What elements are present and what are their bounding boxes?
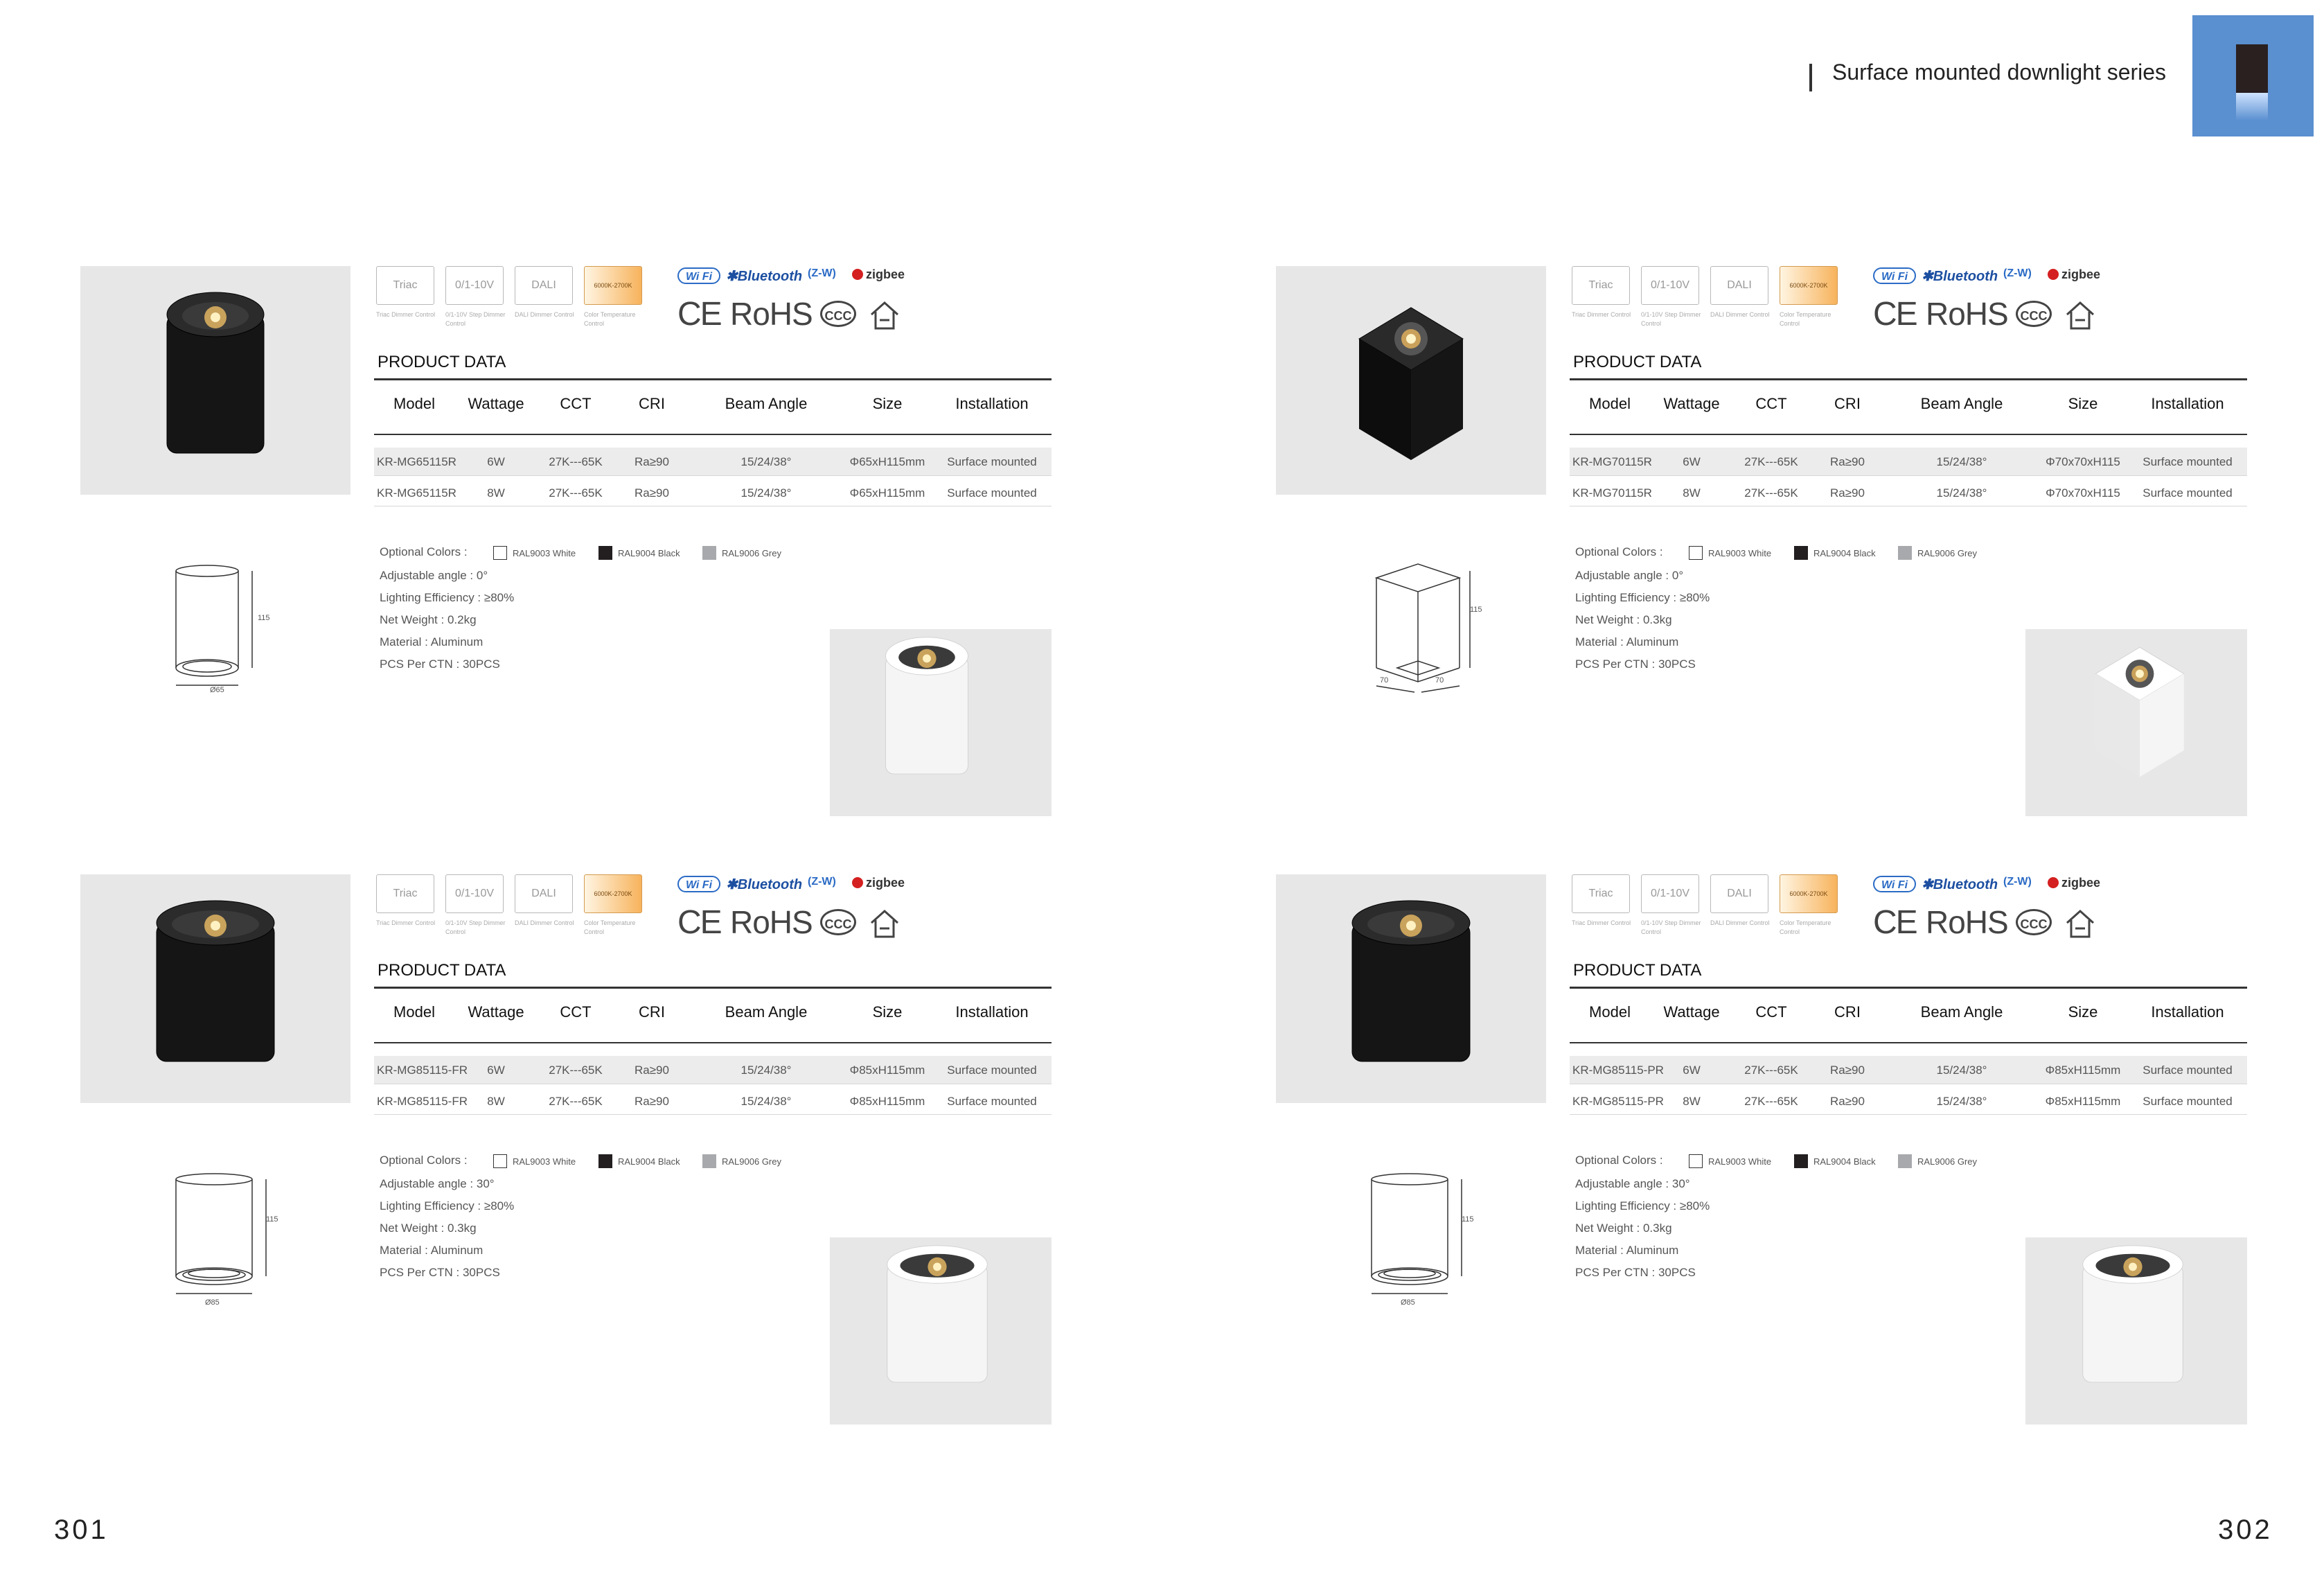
spec-line: Net Weight : 0.3kg: [1575, 1221, 1672, 1235]
column-header: CCT: [1755, 395, 1787, 412]
spec-line: PCS Per CTN : 30PCS: [380, 658, 500, 671]
table-cell: 6W: [1683, 455, 1701, 468]
rohs-icon: RoHS: [1926, 904, 2008, 940]
badge-0: Triac: [376, 874, 434, 913]
diameter-dimension: Ø65: [210, 686, 224, 694]
table-cell: Surface mounted: [947, 1095, 1037, 1108]
table-cell: KR-MG65115R: [377, 486, 456, 500]
color-swatch: [1898, 546, 1912, 560]
table-cell: Φ65xH115mm: [849, 455, 925, 468]
bluetooth-icon: ✱Bluetooth: [726, 877, 803, 892]
badge-1: 0/1-10V: [1641, 874, 1699, 913]
table-cell: Φ85xH115mm: [2045, 1064, 2121, 1077]
table-cell: 8W: [1683, 1095, 1701, 1108]
column-header: Installation: [955, 1003, 1029, 1021]
color-swatch: [598, 546, 612, 560]
column-header: Wattage: [1663, 1003, 1720, 1021]
product-data-title: PRODUCT DATA: [1573, 353, 1702, 371]
table-cell: Φ70x70xH115: [2046, 455, 2120, 468]
color-swatch-label: RAL9003 White: [513, 548, 576, 558]
protocol-logos: [677, 266, 927, 294]
optional-colors-label: Optional Colors :: [1575, 545, 1663, 558]
row-divider: [374, 475, 1052, 476]
table-cell: 27K---65K: [549, 455, 603, 468]
color-swatch-label: RAL9004 Black: [618, 548, 680, 558]
home-icon: [2064, 299, 2096, 331]
certification-logos: [677, 295, 913, 334]
spec-line: Adjustable angle : 0°: [1575, 569, 1684, 582]
badge-2: DALI: [515, 266, 573, 305]
column-header: CCT: [560, 1003, 592, 1021]
table-cell: Surface mounted: [2143, 455, 2233, 468]
lamp-black-image: [150, 895, 281, 1086]
column-header: Size: [2068, 395, 2098, 412]
height-dimension: 115: [1470, 606, 1482, 614]
table-cell: KR-MG85115-FR: [377, 1064, 468, 1077]
spec-line: Adjustable angle : 30°: [380, 1177, 495, 1190]
rohs-icon: RoHS: [730, 296, 813, 332]
table-cell: Φ85xH115mm: [2045, 1095, 2121, 1108]
certification-logos: [1873, 295, 2109, 334]
wifi-icon: Wi Fi: [677, 267, 720, 284]
optional-colors-label: Optional Colors :: [1575, 1154, 1663, 1167]
color-swatch: [493, 546, 507, 560]
badge-2: DALI: [1710, 874, 1768, 913]
protocol-logos: [1873, 266, 2122, 294]
lamp-black-image: [1345, 290, 1477, 474]
product-photo: [80, 874, 351, 1103]
badge-caption-1: 0/1-10V Step Dimmer Control: [445, 311, 506, 327]
height-dimension: 115: [258, 614, 270, 622]
column-header: Model: [393, 395, 435, 412]
diameter-dimension: Ø85: [205, 1298, 220, 1307]
color-swatch: [1794, 546, 1808, 560]
width-dimension: 70: [1380, 676, 1389, 685]
table-cell: Surface mounted: [2143, 486, 2233, 500]
column-header: CRI: [1834, 395, 1861, 412]
column-header: Installation: [2151, 1003, 2224, 1021]
table-cell: Φ70x70xH115: [2046, 486, 2120, 500]
badge-caption-3: Color Temperature Control: [584, 311, 636, 327]
lamp-white-image: [880, 633, 974, 795]
table-cell: 6W: [1683, 1064, 1701, 1077]
column-header: Model: [393, 1003, 435, 1021]
column-header: Beam Angle: [1920, 1003, 2003, 1021]
corner-thumbnail: [2192, 15, 2314, 136]
spec-line: Lighting Efficiency : ≥80%: [1575, 591, 1710, 604]
home-icon: [869, 908, 901, 939]
badge-caption-2: DALI Dimmer Control: [1710, 311, 1770, 318]
white-variant-photo: [830, 629, 1052, 816]
rohs-icon: RoHS: [730, 904, 813, 940]
lamp-black-image: [1345, 895, 1477, 1086]
column-header: CRI: [1834, 1003, 1861, 1021]
table-cell: 15/24/38°: [740, 1095, 792, 1108]
table-cell: Surface mounted: [2143, 1064, 2233, 1077]
column-header: Size: [2068, 1003, 2098, 1021]
product-data-title: PRODUCT DATA: [1573, 961, 1702, 980]
table-cell: Ra≥90: [1830, 455, 1865, 468]
table-cell: Surface mounted: [947, 455, 1037, 468]
table-cell: Surface mounted: [2143, 1095, 2233, 1108]
table-cell: Surface mounted: [947, 1064, 1037, 1077]
color-swatch: [1689, 1154, 1703, 1168]
table-rule: [374, 378, 1052, 380]
zigbee-icon: zigbee: [852, 267, 905, 282]
badge-2: DALI: [1710, 266, 1768, 305]
certification-logos: [677, 903, 913, 942]
spec-line: Material : Aluminum: [1575, 1244, 1679, 1257]
badge-caption-2: DALI Dimmer Control: [515, 311, 574, 318]
zigbee-icon: zigbee: [2048, 876, 2100, 890]
color-swatch-label: RAL9006 Grey: [1917, 548, 1977, 558]
zigbee-icon: zigbee: [852, 876, 905, 890]
table-cell: KR-MG85115-PR: [1572, 1095, 1664, 1108]
table-header-rule: [374, 1042, 1052, 1043]
white-variant-photo: [2025, 629, 2247, 816]
zigbee-icon: zigbee: [2048, 267, 2100, 282]
column-header: Installation: [955, 395, 1029, 412]
spec-line: PCS Per CTN : 30PCS: [380, 1266, 500, 1279]
table-cell: KR-MG70115R: [1572, 486, 1652, 500]
certification-logos: [1873, 903, 2109, 942]
spec-line: Lighting Efficiency : ≥80%: [380, 591, 515, 604]
product-block-2: [1276, 266, 2246, 848]
table-cell: KR-MG85115-PR: [1572, 1064, 1664, 1077]
badge-caption-0: Triac Dimmer Control: [376, 311, 436, 318]
ccc-icon: CCC: [2016, 301, 2052, 327]
badge-0: Triac: [1572, 874, 1630, 913]
home-icon: [869, 299, 901, 331]
page-number-right: 302: [2218, 1515, 2273, 1545]
spec-line: Material : Aluminum: [380, 635, 484, 649]
product-block-1: [80, 266, 1050, 848]
table-cell: 27K---65K: [1744, 486, 1798, 500]
table-cell: KR-MG85115-FR: [377, 1095, 468, 1108]
column-header: Wattage: [468, 395, 524, 412]
badge-0: Triac: [1572, 266, 1630, 305]
badge-caption-3: Color Temperature Control: [1780, 311, 1831, 327]
table-cell: 6W: [487, 455, 505, 468]
table-cell: KR-MG65115R: [377, 455, 456, 468]
badge-caption-0: Triac Dimmer Control: [1572, 311, 1631, 318]
dimension-drawing: [169, 557, 273, 706]
depth-dimension: 70: [1435, 676, 1444, 685]
spec-line: PCS Per CTN : 30PCS: [1575, 1266, 1696, 1279]
badge-caption-1: 0/1-10V Step Dimmer Control: [1641, 311, 1701, 327]
lamp-white-image: [881, 1241, 993, 1403]
protocol-logos: [677, 874, 927, 902]
ce-icon: CE: [677, 904, 721, 941]
badge-caption-3: Color Temperature Control: [584, 919, 636, 935]
spec-line: Adjustable angle : 0°: [380, 569, 488, 582]
spec-line: Net Weight : 0.3kg: [1575, 613, 1672, 626]
spec-line: PCS Per CTN : 30PCS: [1575, 658, 1696, 671]
product-photo: [1276, 266, 1546, 495]
table-header-rule: [1570, 1042, 2247, 1043]
product-block-3: [80, 874, 1050, 1456]
spec-line: Net Weight : 0.2kg: [380, 613, 477, 626]
badge-caption-1: 0/1-10V Step Dimmer Control: [1641, 919, 1701, 935]
table-cell: 27K---65K: [549, 486, 603, 500]
color-swatch: [1689, 546, 1703, 560]
table-rule: [1570, 987, 2247, 989]
color-swatch: [702, 1154, 716, 1168]
table-cell: Φ65xH115mm: [849, 486, 925, 500]
row-divider: [1570, 1114, 2247, 1115]
badge-caption-2: DALI Dimmer Control: [515, 919, 574, 926]
color-swatch-label: RAL9004 Black: [1813, 548, 1876, 558]
table-cell: 27K---65K: [549, 1064, 603, 1077]
spec-line: Adjustable angle : 30°: [1575, 1177, 1690, 1190]
dimension-drawing: [169, 1165, 287, 1314]
table-cell: 15/24/38°: [740, 486, 792, 500]
table-cell: 8W: [1683, 486, 1701, 500]
badge-caption-2: DALI Dimmer Control: [1710, 919, 1770, 926]
color-swatch-label: RAL9006 Grey: [722, 548, 781, 558]
wifi-icon: Wi Fi: [677, 876, 720, 892]
table-cell: KR-MG70115R: [1572, 455, 1652, 468]
product-data-title: PRODUCT DATA: [378, 353, 506, 371]
dimension-drawing: [1365, 1165, 1482, 1314]
zwave-icon: (Z-W): [2003, 267, 2032, 279]
ccc-icon: CCC: [820, 909, 856, 935]
table-cell: 15/24/38°: [1936, 1064, 1987, 1077]
color-swatch-label: RAL9003 White: [1708, 548, 1772, 558]
table-cell: Φ85xH115mm: [849, 1064, 925, 1077]
wifi-icon: Wi Fi: [1873, 876, 1916, 892]
column-header: Model: [1589, 1003, 1631, 1021]
column-header: CCT: [1755, 1003, 1787, 1021]
badge-caption-1: 0/1-10V Step Dimmer Control: [445, 919, 506, 935]
spec-line: Net Weight : 0.3kg: [380, 1221, 477, 1235]
table-cell: Φ85xH115mm: [849, 1095, 925, 1108]
table-rule: [1570, 378, 2247, 380]
white-variant-photo: [2025, 1237, 2247, 1424]
height-dimension: 115: [1462, 1215, 1474, 1224]
badge-caption-0: Triac Dimmer Control: [1572, 919, 1631, 926]
table-cell: 15/24/38°: [740, 455, 792, 468]
table-cell: 27K---65K: [1744, 1064, 1798, 1077]
badge-2: DALI: [515, 874, 573, 913]
spec-line: Lighting Efficiency : ≥80%: [1575, 1199, 1710, 1212]
zwave-icon: (Z-W): [808, 876, 836, 888]
column-header: CRI: [639, 395, 665, 412]
color-swatch-label: RAL9003 White: [1708, 1156, 1772, 1167]
column-header: Model: [1589, 395, 1631, 412]
color-swatch-label: RAL9003 White: [513, 1156, 576, 1167]
badge-caption-0: Triac Dimmer Control: [376, 919, 436, 926]
color-swatch: [1898, 1154, 1912, 1168]
zwave-icon: (Z-W): [2003, 876, 2032, 888]
row-divider: [374, 1114, 1052, 1115]
bluetooth-icon: ✱Bluetooth: [1922, 269, 1998, 284]
color-swatch-label: RAL9004 Black: [1813, 1156, 1876, 1167]
table-cell: Ra≥90: [635, 486, 669, 500]
badge-caption-3: Color Temperature Control: [1780, 919, 1831, 935]
table-cell: Surface mounted: [947, 486, 1037, 500]
table-header-rule: [1570, 434, 2247, 435]
protocol-logos: [1873, 874, 2122, 902]
bluetooth-icon: ✱Bluetooth: [1922, 877, 1998, 892]
color-swatch-label: RAL9006 Grey: [722, 1156, 781, 1167]
badge-3: 6000K-2700K: [584, 874, 642, 913]
column-header: Wattage: [1663, 395, 1720, 412]
table-cell: 27K---65K: [549, 1095, 603, 1108]
lamp-white-image: [2084, 633, 2196, 788]
table-cell: Ra≥90: [635, 455, 669, 468]
color-swatch: [493, 1154, 507, 1168]
table-cell: 15/24/38°: [1936, 486, 1987, 500]
rohs-icon: RoHS: [1926, 296, 2008, 332]
bluetooth-icon: ✱Bluetooth: [726, 269, 803, 284]
ccc-icon: CCC: [2016, 909, 2052, 935]
product-photo: [1276, 874, 1546, 1103]
column-header: CCT: [560, 395, 592, 412]
table-cell: 27K---65K: [1744, 455, 1798, 468]
table-cell: 27K---65K: [1744, 1095, 1798, 1108]
product-data-title: PRODUCT DATA: [378, 961, 506, 980]
corner-lamp-icon: [2236, 44, 2268, 93]
table-cell: 15/24/38°: [1936, 1095, 1987, 1108]
column-header: Size: [872, 1003, 903, 1021]
table-cell: 6W: [487, 1064, 505, 1077]
badge-3: 6000K-2700K: [584, 266, 642, 305]
product-photo: [80, 266, 351, 495]
table-rule: [374, 987, 1052, 989]
color-swatch: [1794, 1154, 1808, 1168]
table-cell: Ra≥90: [1830, 1095, 1865, 1108]
spec-line: Material : Aluminum: [1575, 635, 1679, 649]
optional-colors-label: Optional Colors :: [380, 1154, 468, 1167]
column-header: CRI: [639, 1003, 665, 1021]
column-header: Beam Angle: [1920, 395, 2003, 412]
badge-1: 0/1-10V: [445, 874, 504, 913]
table-cell: Ra≥90: [635, 1095, 669, 1108]
ce-icon: CE: [1873, 904, 1917, 941]
header-divider: [1809, 64, 1812, 91]
ce-icon: CE: [677, 296, 721, 333]
column-header: Wattage: [468, 1003, 524, 1021]
ccc-icon: CCC: [820, 301, 856, 327]
column-header: Installation: [2151, 395, 2224, 412]
color-swatch: [598, 1154, 612, 1168]
table-cell: Ra≥90: [1830, 486, 1865, 500]
color-swatch-label: RAL9006 Grey: [1917, 1156, 1977, 1167]
table-cell: 8W: [487, 1095, 505, 1108]
zwave-icon: (Z-W): [808, 267, 836, 279]
badge-1: 0/1-10V: [445, 266, 504, 305]
color-swatch-label: RAL9004 Black: [618, 1156, 680, 1167]
lamp-black-image: [160, 287, 271, 477]
product-block-4: [1276, 874, 2246, 1456]
home-icon: [2064, 908, 2096, 939]
spec-line: Material : Aluminum: [380, 1244, 484, 1257]
optional-colors-label: Optional Colors :: [380, 545, 468, 558]
table-cell: Ra≥90: [635, 1064, 669, 1077]
badge-3: 6000K-2700K: [1780, 874, 1838, 913]
column-header: Beam Angle: [725, 395, 808, 412]
height-dimension: 115: [266, 1215, 278, 1224]
badge-1: 0/1-10V: [1641, 266, 1699, 305]
spec-line: Lighting Efficiency : ≥80%: [380, 1199, 515, 1212]
table-cell: 8W: [487, 486, 505, 500]
table-cell: 15/24/38°: [1936, 455, 1987, 468]
wifi-icon: Wi Fi: [1873, 267, 1916, 284]
table-cell: Ra≥90: [1830, 1064, 1865, 1077]
color-swatch: [702, 546, 716, 560]
table-cell: 15/24/38°: [740, 1064, 792, 1077]
column-header: Beam Angle: [725, 1003, 808, 1021]
page-number-left: 301: [54, 1515, 109, 1545]
table-header-rule: [374, 434, 1052, 435]
badge-0: Triac: [376, 266, 434, 305]
row-divider: [1570, 475, 2247, 476]
badge-3: 6000K-2700K: [1780, 266, 1838, 305]
diameter-dimension: Ø85: [1401, 1298, 1415, 1307]
white-variant-photo: [830, 1237, 1052, 1424]
lamp-white-image: [2077, 1241, 2189, 1403]
series-title: Surface mounted downlight series: [1832, 60, 2167, 85]
column-header: Size: [872, 395, 903, 412]
ce-icon: CE: [1873, 296, 1917, 333]
